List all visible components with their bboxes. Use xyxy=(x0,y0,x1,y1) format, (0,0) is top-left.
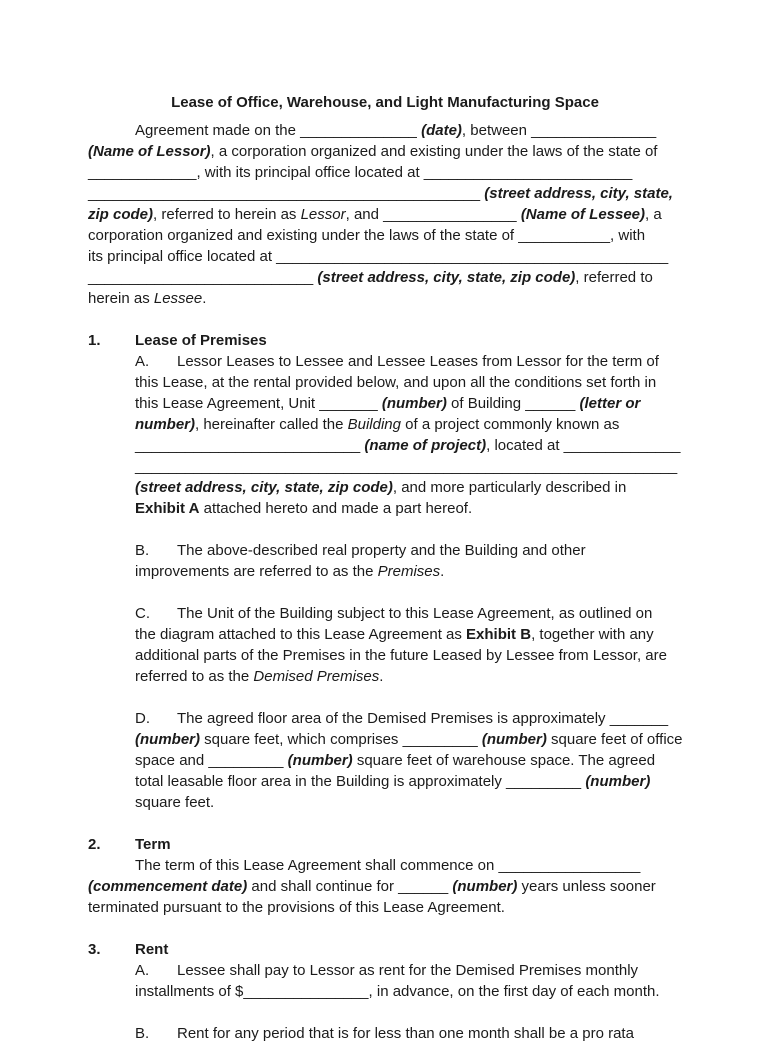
blank-field: _________ xyxy=(506,773,582,790)
text-segment: the diagram attached to this Lease Agreement as xyxy=(135,626,467,643)
text-line xyxy=(88,897,682,918)
text-segment: (number) xyxy=(287,752,353,769)
text-segment: Lessor Leases to Lessee and Lessee Leases from Lessor for the term of xyxy=(177,353,659,370)
document-body xyxy=(88,120,682,1044)
text-segment: The term of this Lease Agreement shall commence on xyxy=(135,857,499,874)
text-segment: (letter or xyxy=(579,395,641,412)
blank-field: _______________ xyxy=(531,122,657,139)
text-line xyxy=(88,204,682,225)
list-marker: 2. xyxy=(88,836,101,853)
text-line xyxy=(88,225,682,246)
text-segment: (street address, city, state, xyxy=(484,185,673,202)
section-1-heading xyxy=(88,330,682,351)
text-line xyxy=(135,750,682,771)
text-segment: additional parts of the Premises in the future Leased by Lessee from Lessor, are xyxy=(135,647,667,664)
text-segment: (number) xyxy=(135,731,200,748)
text-line xyxy=(135,645,682,666)
text-segment: (number) xyxy=(481,731,547,748)
text-segment: (number) xyxy=(452,878,518,895)
text-line xyxy=(135,561,682,582)
text-segment: , together with any xyxy=(531,626,654,643)
text-segment: herein as xyxy=(88,290,154,307)
blank-field: _______ xyxy=(609,710,669,727)
text-line xyxy=(135,792,682,813)
text-segment: , and xyxy=(345,206,384,223)
text-line xyxy=(135,981,682,1002)
text-line xyxy=(88,183,682,204)
text-segment: Premises xyxy=(377,563,441,580)
text-line xyxy=(88,834,682,855)
blank-field: _____________ xyxy=(88,164,197,181)
text-segment: installments of $ xyxy=(135,983,244,1000)
text-line xyxy=(135,414,682,435)
blank-field: _______________________________________________ xyxy=(276,248,669,265)
text-segment: (Name of Lessee) xyxy=(520,206,646,223)
text-segment: improvements are referred to as the xyxy=(135,563,378,580)
text-line xyxy=(135,960,682,981)
text-segment: , in advance, on the first day of each month. xyxy=(368,983,660,1000)
blank-field: ______ xyxy=(398,878,449,895)
text-segment: Building xyxy=(347,416,401,433)
text-line xyxy=(88,876,682,897)
section-3-heading xyxy=(88,939,682,960)
clause-1D xyxy=(88,708,682,813)
blank-field: _______________________________________________ xyxy=(88,185,481,202)
text-line xyxy=(135,624,682,645)
blank-field: _________ xyxy=(402,731,478,748)
blank-field: ___________________________ xyxy=(88,269,314,286)
text-line xyxy=(88,330,682,351)
document-title: Lease of Office, Warehouse, and Light Manufacturing Space xyxy=(171,94,599,111)
text-segment: square feet, which comprises xyxy=(200,731,403,748)
intro-paragraph xyxy=(88,120,682,309)
blank-field: _________ xyxy=(208,752,284,769)
text-segment: space and xyxy=(135,752,209,769)
list-marker: A. xyxy=(135,962,150,979)
clause-3B xyxy=(88,1023,682,1044)
list-marker: A. xyxy=(135,353,150,370)
text-segment: (date) xyxy=(421,122,462,139)
text-segment: number) xyxy=(135,416,195,433)
clause-3A xyxy=(88,960,682,1002)
text-segment: terminated pursuant to the provisions of this Lease Agreement. xyxy=(88,899,505,916)
text-line xyxy=(88,120,682,141)
list-marker: 3. xyxy=(88,941,101,958)
list-marker: B. xyxy=(135,542,150,559)
text-segment: The agreed floor area of the Demised Premises is approximately xyxy=(177,710,610,727)
blank-field: ________________ xyxy=(383,206,517,223)
text-line xyxy=(135,393,682,414)
text-segment: Term xyxy=(135,836,171,853)
blank-field: ______ xyxy=(525,395,576,412)
text-segment: Demised Premises xyxy=(253,668,380,685)
text-segment: attached hereto and made a part hereof. xyxy=(199,500,473,517)
text-line xyxy=(88,267,682,288)
text-segment: , with its principal office located at xyxy=(196,164,424,181)
text-segment: Lessee shall pay to Lessor as rent for the Demised Premises monthly xyxy=(177,962,639,979)
text-segment: Lease of Premises xyxy=(135,332,267,349)
blank-field: _________________________ xyxy=(423,164,633,181)
blank-field: _________________ xyxy=(498,857,641,874)
text-segment: , with xyxy=(610,227,646,244)
section-2-heading xyxy=(88,834,682,855)
text-line xyxy=(88,246,682,267)
clause-1A xyxy=(88,351,682,519)
text-segment: years unless sooner xyxy=(517,878,656,895)
text-segment: zip code) xyxy=(88,206,154,223)
text-line xyxy=(135,435,682,456)
text-line xyxy=(135,498,682,519)
blank-field: ___________ xyxy=(518,227,611,244)
text-segment: its principal office located at xyxy=(88,248,277,265)
text-line xyxy=(135,666,682,687)
text-segment: square feet of warehouse space. The agreed xyxy=(352,752,656,769)
text-line xyxy=(135,1023,682,1044)
text-segment: (street address, city, state, zip code) xyxy=(135,479,393,496)
text-line xyxy=(135,477,682,498)
text-line xyxy=(135,456,682,477)
text-line xyxy=(88,288,682,309)
text-segment: The Unit of the Building subject to this Lease Agreement, as outlined on xyxy=(177,605,653,622)
text-line xyxy=(135,351,682,372)
text-segment: Lessor xyxy=(300,206,346,223)
text-line xyxy=(135,540,682,561)
text-segment: , and more particularly described in xyxy=(392,479,627,496)
text-segment: referred to as the xyxy=(135,668,254,685)
text-segment: (number) xyxy=(381,395,447,412)
text-segment: square feet of office xyxy=(546,731,683,748)
text-segment: , referred to xyxy=(575,269,653,286)
text-line xyxy=(88,141,682,162)
clause-1C xyxy=(88,603,682,687)
text-segment: of a project commonly known as xyxy=(400,416,620,433)
text-line xyxy=(135,372,682,393)
text-segment: , between xyxy=(461,122,532,139)
text-segment: square feet. xyxy=(135,794,215,811)
text-line xyxy=(135,708,682,729)
clause-2 xyxy=(88,855,682,918)
text-segment: Exhibit B xyxy=(466,626,532,643)
text-segment: (Name of Lessor) xyxy=(88,143,211,160)
text-segment: corporation organized and existing under the laws of the state of xyxy=(88,227,519,244)
text-segment: . xyxy=(440,563,445,580)
text-segment: . xyxy=(202,290,207,307)
text-line xyxy=(88,855,682,876)
text-segment: , a corporation organized and existing under the laws of the state of xyxy=(210,143,658,160)
list-marker: D. xyxy=(135,710,150,727)
text-line xyxy=(88,939,682,960)
text-segment: this Lease, at the rental provided below, and upon all the conditions set forth in xyxy=(135,374,657,391)
text-segment: (street address, city, state, zip code) xyxy=(317,269,576,286)
text-segment: Exhibit A xyxy=(135,500,200,517)
text-segment: , a xyxy=(645,206,662,223)
text-line xyxy=(135,729,682,750)
text-segment: total leasable floor area in the Building is approximately xyxy=(135,773,507,790)
text-segment: The above-described real property and the Building and other xyxy=(177,542,586,559)
text-segment: , located at xyxy=(486,437,564,454)
blank-field: ______________ xyxy=(300,122,417,139)
text-segment: Rent for any period that is for less than one month shall be a pro rata xyxy=(177,1025,634,1042)
text-segment: , hereinafter called the xyxy=(195,416,348,433)
text-segment: of Building xyxy=(446,395,526,412)
list-marker: B. xyxy=(135,1025,150,1042)
text-line xyxy=(135,771,682,792)
clause-1B xyxy=(88,540,682,582)
document-content xyxy=(88,92,682,1044)
text-segment: . xyxy=(379,668,384,685)
text-line xyxy=(135,603,682,624)
text-segment: , referred to herein as xyxy=(153,206,301,223)
text-segment: this Lease Agreement, Unit xyxy=(135,395,320,412)
text-segment: (commencement date) xyxy=(88,878,248,895)
blank-field: _______ xyxy=(319,395,378,412)
list-marker: 1. xyxy=(88,332,101,349)
blank-field: _________________________________________________________________ xyxy=(135,458,678,475)
text-segment: Agreement made on the xyxy=(135,122,301,139)
blank-field: ___________________________ xyxy=(135,437,361,454)
text-line xyxy=(88,162,682,183)
text-segment: Rent xyxy=(135,941,169,958)
list-marker: C. xyxy=(135,605,150,622)
text-segment: (name of project) xyxy=(364,437,487,454)
text-segment: (number) xyxy=(585,773,651,790)
text-segment: and shall continue for xyxy=(247,878,399,895)
blank-field: _______________ xyxy=(243,983,369,1000)
blank-field: ______________ xyxy=(563,437,681,454)
text-segment: Lessee xyxy=(153,290,203,307)
